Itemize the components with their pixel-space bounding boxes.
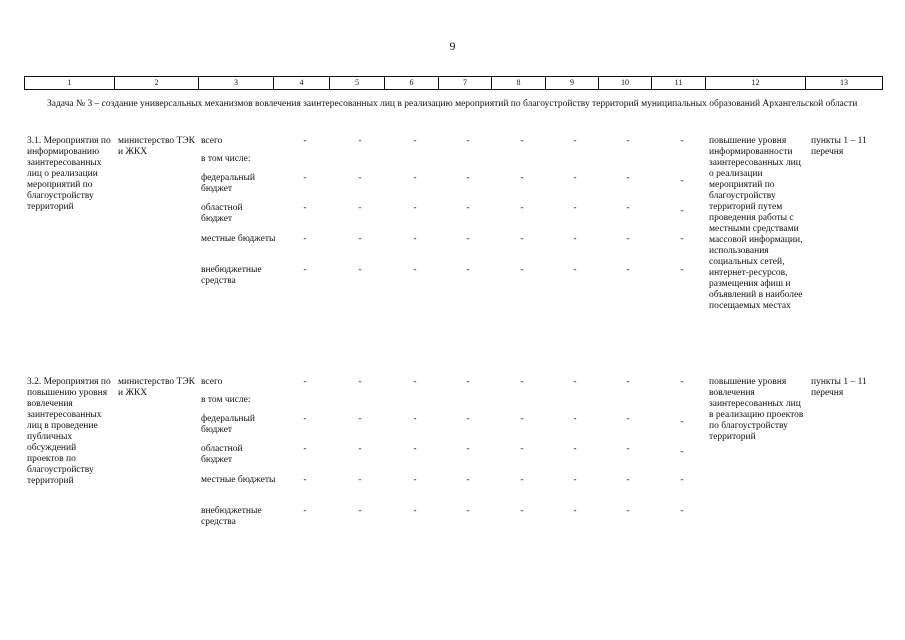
empty-value: - bbox=[573, 377, 577, 387]
empty-value: - bbox=[358, 203, 362, 213]
empty-value: - bbox=[358, 234, 362, 244]
empty-value: - bbox=[413, 475, 417, 485]
column-number-header bbox=[24, 76, 883, 90]
empty-value: - bbox=[303, 234, 307, 244]
empty-value: - bbox=[358, 475, 362, 485]
empty-value: - bbox=[680, 234, 684, 244]
funding-source: всего bbox=[201, 377, 223, 387]
empty-value: - bbox=[680, 447, 684, 457]
empty-value: - bbox=[626, 506, 630, 516]
expected-result: повышение уровня информированности заинтересованных лиц о реализации мероприятий по благоустройству территорий путем проведения работы с местными средствами массовой информации, использования социальных сетей, интернет-ресурсов, размещения афиш и объявлений в наиболее посещаемых местах bbox=[709, 136, 803, 311]
empty-value: - bbox=[626, 234, 630, 244]
empty-value: - bbox=[466, 234, 470, 244]
empty-value: - bbox=[466, 136, 470, 146]
funding-source: внебюджетные средства bbox=[201, 265, 262, 286]
empty-value: - bbox=[413, 444, 417, 454]
funding-source: в том числе: bbox=[201, 395, 251, 405]
empty-value: - bbox=[358, 265, 362, 275]
column-number: 5 bbox=[330, 77, 385, 90]
funding-source: в том числе: bbox=[201, 154, 251, 164]
empty-value: - bbox=[466, 506, 470, 516]
empty-value: - bbox=[358, 136, 362, 146]
column-number: 4 bbox=[274, 77, 330, 90]
funding-source: областной бюджет bbox=[201, 444, 243, 465]
empty-value: - bbox=[466, 173, 470, 183]
empty-value: - bbox=[520, 377, 524, 387]
empty-value: - bbox=[303, 203, 307, 213]
table-row bbox=[0, 377, 905, 537]
column-number: 11 bbox=[652, 77, 706, 90]
executor: министерство ТЭК и ЖКХ bbox=[118, 377, 195, 398]
empty-value: - bbox=[680, 417, 684, 427]
empty-value: - bbox=[520, 475, 524, 485]
table-row bbox=[0, 136, 905, 361]
empty-value: - bbox=[413, 265, 417, 275]
column-number: 3 bbox=[199, 77, 274, 90]
empty-value: - bbox=[573, 414, 577, 424]
empty-value: - bbox=[303, 136, 307, 146]
empty-value: - bbox=[358, 414, 362, 424]
measure-name: 3.2. Мероприятия по повышению уровня вовлечения заинтересованных лиц в проведение публичных обсуждений проектов по благоустройству территорий bbox=[27, 377, 111, 486]
column-number: 7 bbox=[439, 77, 492, 90]
empty-value: - bbox=[466, 475, 470, 485]
empty-value: - bbox=[520, 234, 524, 244]
funding-source: областной бюджет bbox=[201, 203, 243, 224]
funding-source: всего bbox=[201, 136, 223, 146]
empty-value: - bbox=[573, 234, 577, 244]
empty-value: - bbox=[413, 234, 417, 244]
empty-value: - bbox=[520, 444, 524, 454]
related-items: пункты 1 – 11 перечня bbox=[811, 136, 867, 157]
empty-value: - bbox=[680, 506, 684, 516]
funding-source: местные бюджеты bbox=[201, 475, 276, 485]
empty-value: - bbox=[303, 173, 307, 183]
empty-value: - bbox=[680, 475, 684, 485]
empty-value: - bbox=[358, 377, 362, 387]
column-number: 8 bbox=[492, 77, 546, 90]
empty-value: - bbox=[573, 136, 577, 146]
empty-value: - bbox=[520, 414, 524, 424]
funding-source: внебюджетные средства bbox=[201, 506, 262, 527]
empty-value: - bbox=[358, 506, 362, 516]
expected-result: повышение уровня вовлечения заинтересованных лиц в реализацию проектов по благоустройству территорий bbox=[709, 377, 804, 442]
funding-source: федеральный бюджет bbox=[201, 173, 255, 194]
empty-value: - bbox=[413, 203, 417, 213]
empty-value: - bbox=[520, 506, 524, 516]
empty-value: - bbox=[413, 506, 417, 516]
empty-value: - bbox=[413, 377, 417, 387]
empty-value: - bbox=[303, 265, 307, 275]
empty-value: - bbox=[303, 444, 307, 454]
column-number: 13 bbox=[806, 77, 883, 90]
empty-value: - bbox=[303, 414, 307, 424]
task-heading: Задача № 3 – создание универсальных механизмов вовлечения заинтересованных лиц в реализацию мероприятий по благоустройству территорий муниципальных образований Архангельской области bbox=[47, 99, 858, 109]
empty-value: - bbox=[520, 203, 524, 213]
empty-value: - bbox=[680, 377, 684, 387]
empty-value: - bbox=[626, 414, 630, 424]
related-items: пункты 1 – 11 перечня bbox=[811, 377, 867, 398]
empty-value: - bbox=[573, 475, 577, 485]
empty-value: - bbox=[680, 176, 684, 186]
empty-value: - bbox=[466, 377, 470, 387]
empty-value: - bbox=[626, 444, 630, 454]
empty-value: - bbox=[626, 203, 630, 213]
empty-value: - bbox=[573, 203, 577, 213]
column-number: 9 bbox=[546, 77, 599, 90]
empty-value: - bbox=[520, 265, 524, 275]
column-number: 2 bbox=[115, 77, 199, 90]
empty-value: - bbox=[303, 506, 307, 516]
empty-value: - bbox=[626, 136, 630, 146]
empty-value: - bbox=[413, 173, 417, 183]
empty-value: - bbox=[573, 444, 577, 454]
empty-value: - bbox=[573, 173, 577, 183]
empty-value: - bbox=[680, 206, 684, 216]
empty-value: - bbox=[573, 265, 577, 275]
empty-value: - bbox=[520, 136, 524, 146]
column-number: 6 bbox=[385, 77, 439, 90]
empty-value: - bbox=[413, 414, 417, 424]
page-number: 9 bbox=[449, 39, 456, 53]
empty-value: - bbox=[358, 173, 362, 183]
empty-value: - bbox=[626, 265, 630, 275]
empty-value: - bbox=[466, 203, 470, 213]
funding-source: местные бюджеты bbox=[201, 234, 276, 244]
empty-value: - bbox=[358, 444, 362, 454]
funding-source: федеральный бюджет bbox=[201, 414, 255, 435]
empty-value: - bbox=[413, 136, 417, 146]
measure-name: 3.1. Мероприятия по информированию заинтересованных лиц о реализации мероприятий по благоустройству территорий bbox=[27, 136, 111, 212]
empty-value: - bbox=[466, 265, 470, 275]
empty-value: - bbox=[520, 173, 524, 183]
empty-value: - bbox=[680, 265, 684, 275]
column-number: 10 bbox=[599, 77, 652, 90]
empty-value: - bbox=[680, 136, 684, 146]
column-number: 12 bbox=[706, 77, 806, 90]
empty-value: - bbox=[303, 475, 307, 485]
empty-value: - bbox=[303, 377, 307, 387]
executor: министерство ТЭК и ЖКХ bbox=[118, 136, 195, 157]
empty-value: - bbox=[626, 377, 630, 387]
empty-value: - bbox=[573, 506, 577, 516]
empty-value: - bbox=[466, 444, 470, 454]
empty-value: - bbox=[466, 414, 470, 424]
column-number: 1 bbox=[25, 77, 115, 90]
empty-value: - bbox=[626, 173, 630, 183]
empty-value: - bbox=[626, 475, 630, 485]
